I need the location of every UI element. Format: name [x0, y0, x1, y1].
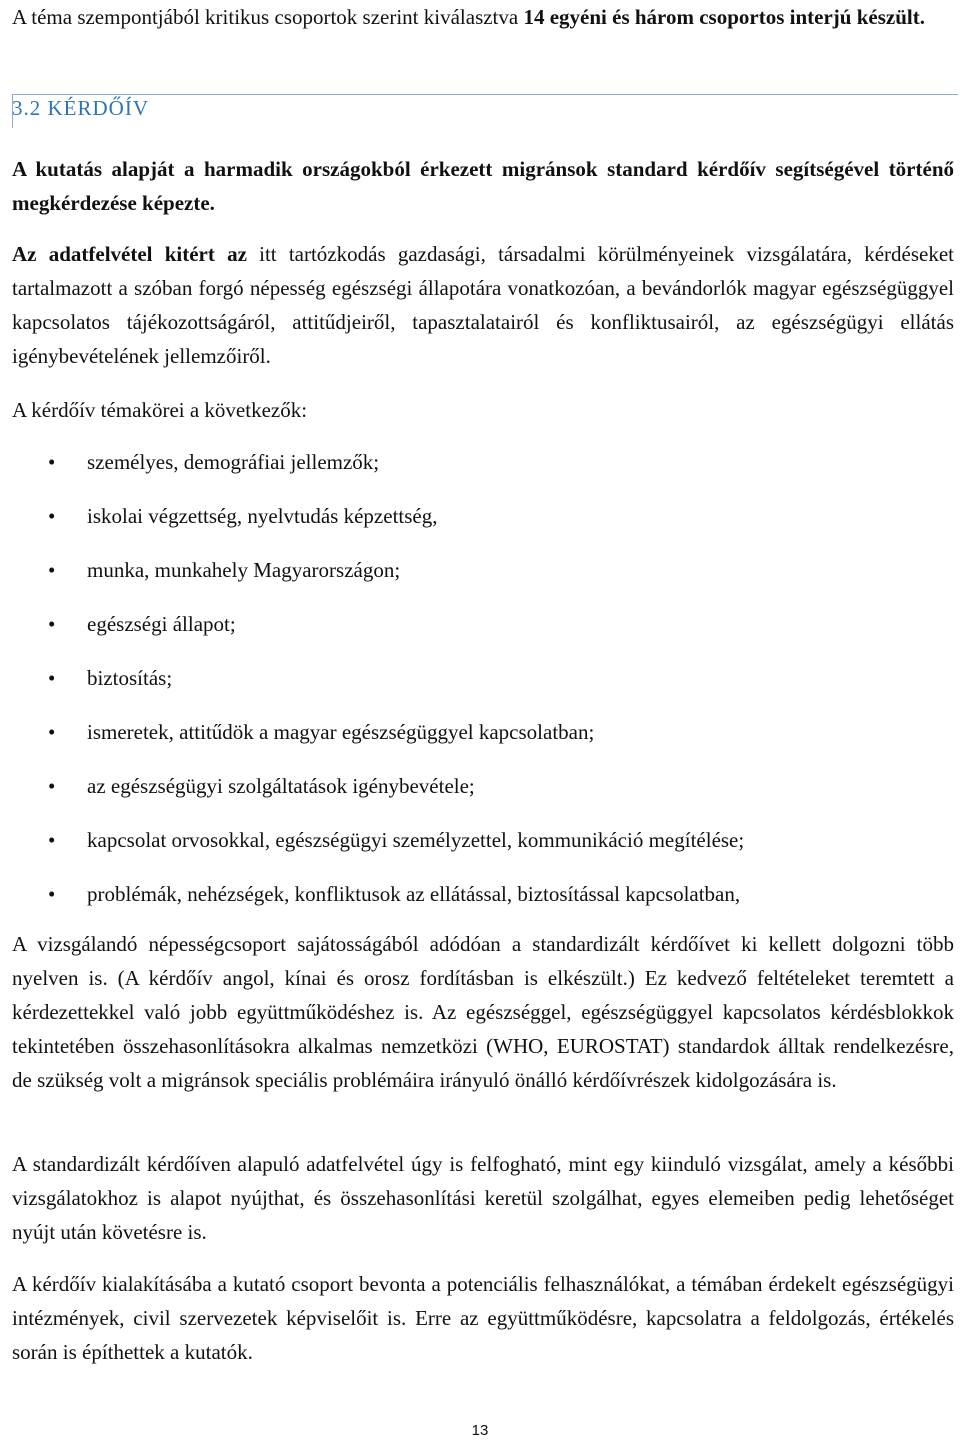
paragraph-1-text: itt tartózkodás gazdasági, társadalmi körülményeinek vizsgálatára, kérdéseket tartalmazott a szóban forgó népesség egészségi állapotára vonatkozóan, a bevándorlók magyar egészségüggyel kapcsolatos tájékozottságáról, attitűdjeiről, tapasztalatairól és konfliktusairól, az egészségügyi ellátás igénybevételének jellemzőiről.	[12, 242, 954, 368]
list-item-text: egészségi állapot;	[87, 612, 236, 636]
list-item	[12, 877, 954, 931]
bullet-icon: •	[48, 558, 56, 582]
topics-intro-text: A kérdőív témakörei a következők:	[12, 398, 308, 422]
intro-bold-text: 14 egyéni és három csoportos interjú készült.	[523, 5, 925, 29]
bullet-icon: •	[48, 450, 56, 474]
list-item-text: személyes, demográfiai jellemzők;	[87, 450, 380, 474]
heading-top-rule	[12, 94, 958, 95]
section-lead-text: A kutatás alapját a harmadik országokból érkezett migránsok standard kérdőív segítségével történő megkérdezése képezte.	[12, 157, 954, 215]
topics-list	[12, 445, 954, 931]
list-item	[12, 553, 954, 607]
paragraph-4-text: A kérdőív kialakításába a kutató csoport bevonta a potenciális felhasználókat, a témában érdekelt egészségügyi intézmények, civil szervezetek képviselőit is. Erre az együttműködésre, kapcsolatra a feldolgozás, értékelés során is építhettek a kutatók.	[12, 1272, 954, 1364]
list-item	[12, 661, 954, 715]
list-item	[12, 499, 954, 553]
list-item	[12, 769, 954, 823]
list-item-text: kapcsolat orvosokkal, egészségügyi személyzettel, kommunikáció megítélése;	[87, 828, 745, 852]
list-item-text: az egészségügyi szolgáltatások igénybevétele;	[87, 774, 475, 798]
list-item-text: biztosítás;	[87, 666, 173, 690]
list-item	[12, 823, 954, 877]
topics-intro	[12, 393, 954, 427]
list-item-text: problémák, nehézségek, konfliktusok az ellátással, biztosítással kapcsolatban,	[87, 882, 741, 906]
section-heading: 3.2 KÉRDŐÍV	[12, 96, 149, 120]
section-lead-paragraph	[12, 152, 954, 220]
bullet-icon: •	[48, 882, 56, 906]
section-heading-box	[12, 94, 958, 128]
list-item	[12, 715, 954, 769]
paragraph-4	[12, 1267, 954, 1369]
paragraph-3-text: A standardizált kérdőíven alapuló adatfelvétel úgy is felfogható, mint egy kiinduló vizsgálat, amely a későbbi vizsgálatokhoz is alapot nyújthat, és összehasonlítási keretül szolgálhat, egyes elemeiben pedig lehetőséget nyújt után követésre is.	[12, 1152, 954, 1244]
intro-text: A téma szempontjából kritikus csoportok szerint kiválasztva	[12, 5, 524, 29]
paragraph-1-bold: Az adatfelvétel kitért az	[12, 242, 247, 266]
page-number: 13	[471, 1422, 489, 1439]
paragraph-3	[12, 1147, 954, 1249]
bullet-icon: •	[48, 774, 56, 798]
list-item-text: ismeretek, attitűdök a magyar egészségüggyel kapcsolatban;	[87, 720, 595, 744]
bullet-icon: •	[48, 828, 56, 852]
list-item	[12, 445, 954, 499]
topics-list-wrap	[12, 445, 954, 931]
bullet-icon: •	[48, 504, 56, 528]
intro-paragraph	[12, 0, 954, 34]
list-item-text: munka, munkahely Magyarországon;	[87, 558, 401, 582]
bullet-icon: •	[48, 720, 56, 744]
paragraph-1	[12, 237, 954, 373]
bullet-icon: •	[48, 666, 56, 690]
bullet-icon: •	[48, 612, 56, 636]
paragraph-2-text: A vizsgálandó népességcsoport sajátosságából adódóan a standardizált kérdőívet ki kellett dolgozni több nyelven is. (A kérdőív angol, kínai és orosz fordításban is elkészült.) Ez kedvező feltételeket teremtett a kérdezettekkel való jobb együttműködéshez is. Az egészséggel, egészségüggyel kapcsolatos kérdésblokkok tekintetében összehasonlításokra alkalmas nemzetközi (WHO, EUROSTAT) standardok álltak rendelkezésre, de szükség volt a migránsok speciális problémáira irányuló önálló kérdőívrészek kidolgozására is.	[12, 932, 954, 1092]
list-item	[12, 607, 954, 661]
paragraph-2	[12, 927, 954, 1097]
list-item-text: iskolai végzettség, nyelvtudás képzettség,	[87, 504, 438, 528]
